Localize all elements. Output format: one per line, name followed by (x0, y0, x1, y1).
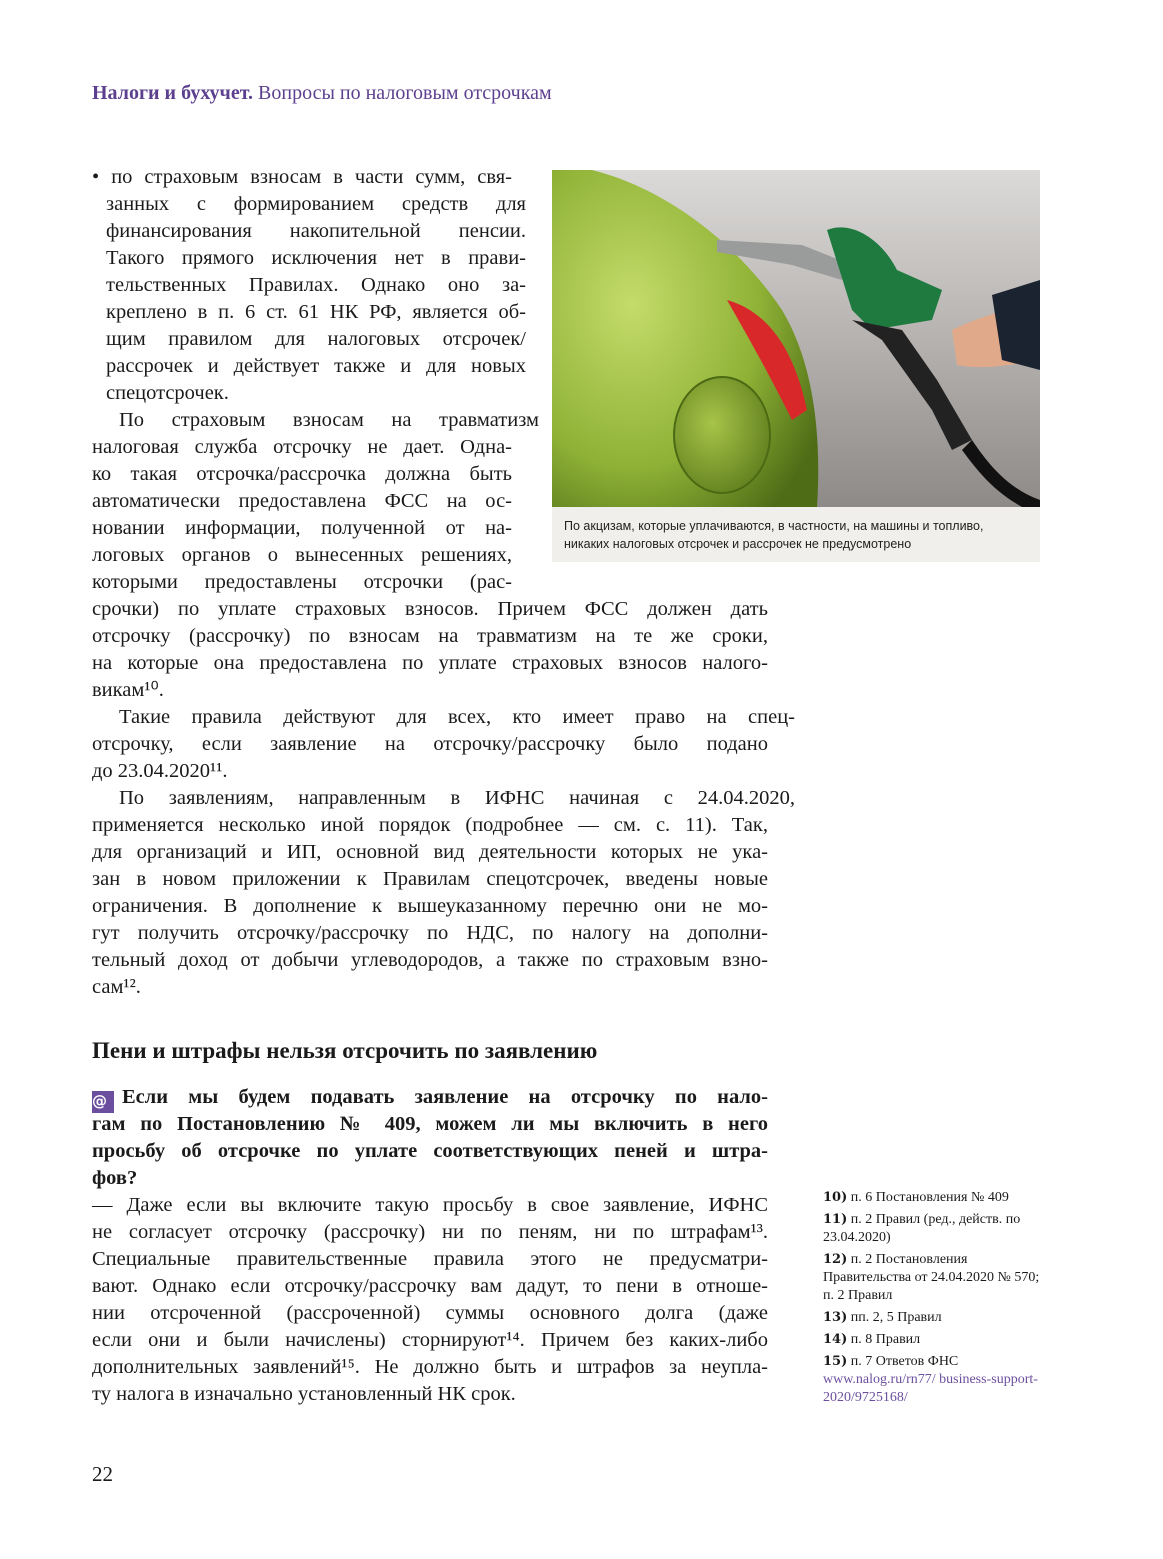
footnote-11 (823, 1211, 1053, 1247)
footnote-number: 10) (823, 1190, 848, 1205)
footnote-number: 12) (823, 1252, 848, 1267)
question-line: Если мы будем подавать заявление на отсрочку по нало- (122, 1086, 768, 1108)
text-line: щим правилом для налоговых отсрочек/ (106, 328, 526, 350)
answer-line: не согласует отсрочку (рассрочку) ни по пеням, ни по штрафам¹³. (92, 1221, 768, 1243)
answer-line: Специальные правительственные правила этого не предусматри- (92, 1248, 768, 1270)
footnote-text: п. 8 Правил (850, 1332, 921, 1347)
text-line: отсрочку (рассрочку) по взносам на травматизм на те же сроки, (92, 625, 768, 647)
answer-line: вают. Однако если отсрочку/рассрочку вам дадут, то пени в отноше- (92, 1275, 768, 1297)
footnote-link[interactable]: www.nalog.ru/rn77/ business-support-2020/9725168/ (823, 1372, 1038, 1405)
footnote-text: п. 2 Постановления Правительства от 24.04.2020 № 570; п. 2 Правил (823, 1252, 1040, 1303)
text-line: викам¹⁰. (92, 679, 164, 701)
page-number: 22 (92, 1462, 113, 1486)
text-line: срочки) по уплате страховых взносов. Причем ФСС должен дать (92, 598, 768, 620)
text-line: логовых органов о вынесенных решениях, (92, 544, 512, 566)
question-line: просьбу об отсрочке по уплате соответствующих пеней и штра- (92, 1140, 768, 1162)
text-line: По заявлениям, направленным в ИФНС начиная с 24.04.2020, (119, 787, 795, 809)
text-line: финансирования накопительной пенсии. (106, 220, 526, 242)
text-line: автоматически предоставлена ФСС на ос- (92, 490, 512, 512)
header-section: Налоги и бухучет. (92, 82, 254, 104)
text-line: Такого прямого исключения нет в прави- (106, 247, 526, 269)
footnote-number: 15) (823, 1354, 848, 1369)
text-line: гут получить отсрочку/рассрочку по НДС, по налогу на дополни- (92, 922, 768, 944)
footnote-number: 13) (823, 1310, 848, 1325)
text-line: применяется несколько иной порядок (подробнее — см. с. 11). Так, (92, 814, 768, 836)
footnote-text: п. 6 Постановления № 409 (850, 1190, 1009, 1205)
answer-line: дополнительных заявлений¹⁵. Не должно быть и штрафов за неупла- (92, 1356, 768, 1378)
text-line: Такие правила действуют для всех, кто имеет право на спец- (119, 706, 795, 728)
text-line: до 23.04.2020¹¹. (92, 760, 228, 782)
question-block (92, 1084, 768, 1192)
photo-caption (552, 507, 1040, 562)
answer-line: нии отсроченной (рассроченной) суммы основного долга (даже (92, 1302, 768, 1324)
footnote-number: 11) (823, 1212, 848, 1227)
section-heading: Пени и штрафы нельзя отсрочить по заявлению (92, 1038, 598, 1063)
text-line: спецотсрочек. (106, 382, 229, 404)
text-line: тельный доход от добычи углеводородов, а также по страховым взно- (92, 949, 768, 971)
question-line: гам по Постановлению № 409, можем ли мы включить в него (92, 1113, 768, 1135)
footnote-10 (823, 1189, 1053, 1207)
at-sign-icon: @ (92, 1091, 114, 1113)
caption-line: По акцизам, которые уплачиваются, в частности, на машины и топливо, (564, 519, 984, 533)
footnote-number: 14) (823, 1332, 848, 1347)
text-line: для организаций и ИП, основной вид деятельности которых не ука- (92, 841, 768, 863)
footnote-13 (823, 1309, 1053, 1327)
text-line: зан в новом приложении к Правилам спецотсрочек, введены новые (92, 868, 768, 890)
answer-line: — Даже если вы включите такую просьбу в свое заявление, ИФНС (92, 1194, 768, 1216)
answer-line: если они и были начислены) сторнируют¹⁴. Причем без каких-либо (92, 1329, 768, 1351)
photo-fuel-nozzle-car (552, 170, 1040, 507)
caption-line: никаких налоговых отсрочек и рассрочек не предусмотрено (564, 537, 912, 551)
answer-line: ту налога в изначально установленный НК срок. (92, 1383, 516, 1405)
answer-block (92, 1192, 768, 1408)
footnote-text: п. 2 Правил (ред., действ. по 23.04.2020) (823, 1212, 1021, 1245)
footnote-text: пп. 2, 5 Правил (850, 1310, 942, 1325)
text-line: отсрочку, если заявление на отсрочку/рассрочку было подано (92, 733, 768, 755)
text-line: тельственных Правилах. Однако оно за- (106, 274, 526, 296)
footnote-12 (823, 1251, 1053, 1305)
text-line: налоговая служба отсрочку не дает. Одна- (92, 436, 512, 458)
text-line: сам¹². (92, 976, 141, 998)
running-header (92, 82, 552, 105)
text-line: ограничения. В дополнение к вышеуказанному перечню они не мо- (92, 895, 768, 917)
text-line: креплено в п. 6 ст. 61 НК РФ, является об- (106, 301, 526, 323)
text-line: занных с формированием средств для (106, 193, 526, 215)
footnote-14 (823, 1331, 1053, 1349)
text-line: на которые она предоставлена по уплате страховых взносов налого- (92, 652, 768, 674)
footnote-15 (823, 1353, 1053, 1407)
footnotes (823, 1189, 1053, 1411)
text-line: По страховым взносам на травматизм (119, 409, 539, 431)
text-line: • по страховым взносам в части сумм, свя- (92, 166, 512, 188)
text-line: которыми предоставлены отсрочки (рас- (92, 571, 512, 593)
question-line: фов? (92, 1167, 138, 1189)
header-title: Вопросы по налоговым отсрочкам (258, 82, 552, 104)
text-line: новании информации, полученной от на- (92, 517, 512, 539)
text-line: ко такая отсрочка/рассрочка должна быть (92, 463, 512, 485)
text-line: рассрочек и действует также и для новых (106, 355, 526, 377)
footnote-text: п. 7 Ответов ФНС (850, 1354, 959, 1369)
